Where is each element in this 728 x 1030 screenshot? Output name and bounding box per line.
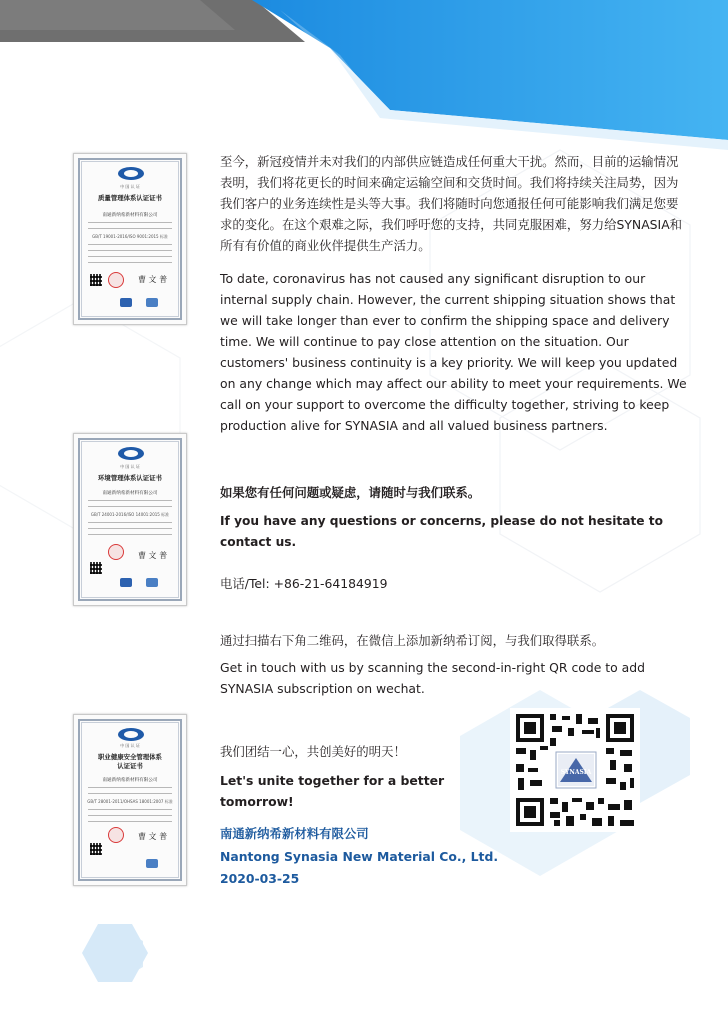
bottom-hexagon	[80, 922, 150, 984]
company-name-zh: 南通新纳希新材料有限公司	[220, 826, 369, 841]
certificate-environment	[73, 433, 187, 606]
cert-qr-icon	[90, 274, 102, 286]
cert-title-line2: 认证证书	[117, 762, 143, 770]
wechat-qr-code[interactable]	[510, 708, 640, 832]
cert-company: 南通新纳希新材料有限公司	[102, 213, 158, 218]
telephone: 电话/Tel: +86-21-64184919	[220, 576, 388, 591]
cert-qr-icon	[90, 562, 102, 574]
certificate-quality	[73, 153, 187, 325]
cert-header: 中 国 认 证	[120, 184, 140, 189]
cert-seal-icon	[108, 544, 124, 560]
signoff-date: 2020-03-25	[220, 871, 300, 886]
header-band	[0, 0, 728, 150]
cert-seal-icon	[108, 827, 124, 843]
cert-seal-icon	[108, 272, 124, 288]
cqc-logo-icon	[118, 447, 144, 460]
cqc-logo-icon	[118, 728, 144, 741]
qr-logo-text: SYNASIA	[560, 769, 592, 776]
company-name-en: Nantong Synasia New Material Co., Ltd.	[220, 849, 499, 864]
cqc-logo-icon	[118, 167, 144, 180]
cert-signature: 曹 文 普	[138, 551, 168, 560]
cert-standard: GB/T 28001-2011/OHSAS 18001:2007 标准	[87, 799, 173, 804]
cert-signature: 曹 文 普	[138, 275, 168, 284]
paragraph-zh: 至今，新冠疫情并未对我们的内部供应链造成任何重大干扰。然而，目前的运输情况表明，我们将花更长的时间来确定运输空间和交货时间。我们将持续关注局势，因为我们客户的业务连续性是头等大事。我们将随时向您通报任何可能影响我们满足您要求的变化。在这个艰难之际，我们呼吁您的支持，共同克服困难，努力给SYNASIA和所有有价值的商业伙伴提供生产活力。	[220, 154, 683, 253]
cert-header: 中 国 认 证	[120, 464, 140, 469]
cert-badge-icon	[120, 298, 132, 307]
certificate-ohs	[73, 714, 187, 886]
cert-badge-icon	[146, 859, 158, 868]
cert-badge-icon	[120, 578, 132, 587]
qr-instruction-zh: 通过扫描右下角二维码，在微信上添加新纳希订阅，与我们取得联系。	[220, 633, 605, 648]
cert-cnas-icon	[146, 298, 158, 307]
contact-heading-zh: 如果您有任何问题或疑虑，请随时与我们联系。	[220, 485, 481, 500]
cert-company: 南通新纳希新材料有限公司	[102, 778, 158, 783]
cert-signature: 曹 文 普	[138, 832, 168, 841]
unite-zh: 我们团结一心，共创美好的明天！	[220, 744, 406, 759]
contact-heading-en: If you have any questions or concerns, please do not hesitate to contact us.	[220, 514, 664, 549]
cert-standard: GB/T 19001-2016/ISO 9001:2015 标准	[92, 234, 168, 239]
qr-pattern-icon	[510, 708, 640, 832]
cert-header: 中 国 认 证	[120, 743, 140, 748]
cert-standard: GB/T 24001-2016/ISO 14001:2015 标准	[90, 512, 170, 517]
cert-title-line1: 职业健康安全管理体系	[98, 753, 162, 761]
paragraph-en: To date, coronavirus has not caused any significant disruption to our internal supply chain. However, the current shipping situation shows that we will take longer than ever to confirm the shipping space and delivery time. We will continue to pay close attention on the situation. Our customers' business continuity is a key priority. We will keep you updated on any change which may affect our ability to meet your requirements. We call on your support to overcome the difficulty together, striving to keep production alive for SYNASIA and all valued business partners.	[220, 271, 687, 433]
cert-company: 南通新纳希新材料有限公司	[102, 491, 158, 496]
cert-title: 质量管理体系认证证书	[98, 194, 162, 202]
cert-title: 环境管理体系认证证书	[98, 474, 162, 482]
cert-cnas-icon	[146, 578, 158, 587]
qr-instruction-en: Get in touch with us by scanning the second-in-right QR code to add SYNASIA subscription on wechat.	[220, 660, 646, 696]
cert-qr-icon	[90, 843, 102, 855]
unite-en: Let's unite together for a better tomorrow!	[220, 773, 445, 809]
